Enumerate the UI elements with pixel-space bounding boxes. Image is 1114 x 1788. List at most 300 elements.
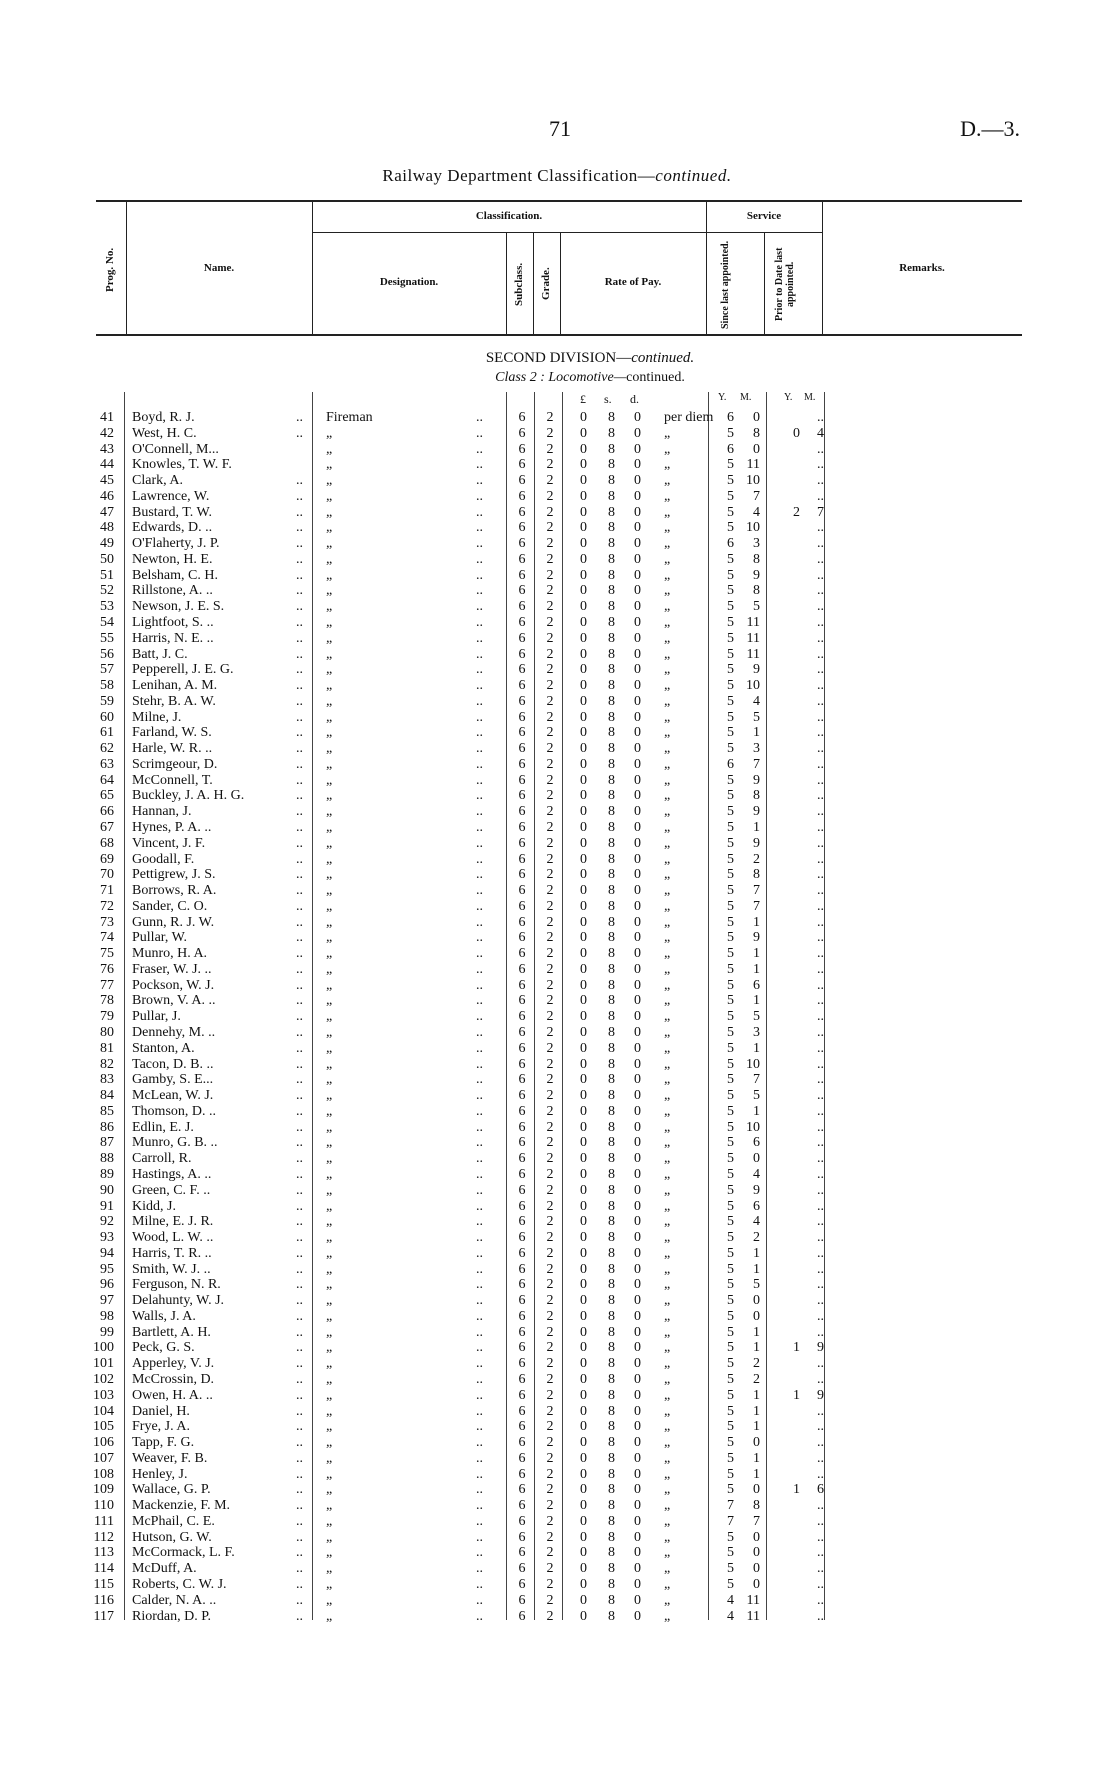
row-pay-shillings: 8 [608,1277,615,1293]
row-designation: „ [326,473,333,489]
row-prior-months: .. [817,993,824,1009]
row-leader-dots: .. [476,1056,483,1072]
row-service-years: 5 [727,993,734,1009]
row-leader-dots: .. [476,1245,483,1261]
row-name: Farland, W. S. [132,725,212,741]
row-pay-pence: 0 [634,946,641,962]
row-pay-shillings: 8 [608,1261,615,1277]
row-designation: „ [326,946,333,962]
row-pay-pounds: 0 [580,1513,587,1529]
row-name: Hannan, J. [132,804,192,820]
row-service-months: 11 [746,646,760,662]
row-designation: „ [326,1482,333,1498]
row-pay-period: „ [664,1103,671,1119]
row-pay-period: „ [664,1498,671,1514]
row-prior-months: .. [817,1166,824,1182]
row-designation: „ [326,1245,333,1261]
row-pay-shillings: 8 [608,1182,615,1198]
table-row [0,773,1114,789]
row-service-years: 5 [727,1166,734,1182]
row-pay-pence: 0 [634,1340,641,1356]
row-service-years: 5 [727,1324,734,1340]
row-prior-months: .. [817,1025,824,1041]
row-grade: 2 [546,1592,554,1608]
row-leader-dots: .. [296,504,303,520]
table-row [0,410,1114,426]
table-row [0,1514,1114,1530]
row-service-months: 1 [753,993,760,1009]
row-subclass: 6 [518,1230,526,1246]
row-pay-pounds: 0 [580,457,587,473]
row-leader-dots: .. [476,1545,483,1561]
row-service-years: 5 [727,977,734,993]
row-service-months: 6 [753,1135,760,1151]
row-pay-pounds: 0 [580,1166,587,1182]
row-designation: Fireman [326,410,373,425]
row-designation: „ [326,1009,333,1025]
row-service-months: 4 [753,693,760,709]
row-service-months: 1 [753,1403,760,1419]
row-prior-months: .. [817,1088,824,1104]
row-pay-pence: 0 [634,1371,641,1387]
row-subclass: 6 [518,1403,526,1419]
row-prog-no: 50 [100,551,114,567]
row-pay-pounds: 0 [580,630,587,646]
row-leader-dots: .. [476,1088,483,1104]
row-name: Mackenzie, F. M. [132,1498,231,1514]
title-italic: continued. [655,166,732,185]
row-pay-pounds: 0 [580,567,587,583]
table-row [0,1498,1114,1514]
row-prior-months: .. [817,1230,824,1246]
row-designation: „ [326,1214,333,1230]
row-prog-no: 90 [100,1182,114,1198]
row-leader-dots: .. [476,961,483,977]
row-leader-dots: .. [296,1088,303,1104]
row-prior-months: .. [817,1561,824,1577]
row-pay-pounds: 0 [580,804,587,820]
row-service-years: 5 [727,1119,734,1135]
row-service-years: 5 [727,1277,734,1293]
row-designation: „ [326,709,333,725]
row-grade: 2 [546,1009,554,1025]
row-leader-dots: .. [476,977,483,993]
row-service-years: 5 [727,946,734,962]
row-prog-no: 68 [100,835,114,851]
row-leader-dots: .. [296,1245,303,1261]
row-subclass: 6 [518,1450,526,1466]
table-row [0,583,1114,599]
row-pay-period: „ [664,1324,671,1340]
row-pay-period: „ [664,1403,671,1419]
row-leader-dots: .. [296,1466,303,1482]
row-prog-no: 111 [94,1513,114,1529]
row-grade: 2 [546,977,554,993]
row-pay-pounds: 0 [580,1371,587,1387]
row-pay-pounds: 0 [580,662,587,678]
table-row [0,678,1114,694]
row-pay-pence: 0 [634,1040,641,1056]
row-prior-months: .. [817,930,824,946]
row-leader-dots: .. [476,1356,483,1372]
row-pay-pounds: 0 [580,1245,587,1261]
row-pay-pence: 0 [634,520,641,536]
row-prog-no: 47 [100,504,114,520]
row-leader-dots: .. [296,835,303,851]
row-pay-shillings: 8 [608,1230,615,1246]
row-pay-period: „ [664,583,671,599]
row-pay-pence: 0 [634,1025,641,1041]
row-pay-period: „ [664,567,671,583]
row-prog-no: 116 [93,1592,114,1608]
table-row [0,520,1114,536]
row-name: Scrimgeour, D. [132,756,218,772]
unit-shillings: s. [604,392,612,406]
row-leader-dots: .. [476,1230,483,1246]
row-leader-dots: .. [476,615,483,630]
row-prog-no: 64 [100,772,114,788]
row-name: McCrossin, D. [132,1371,215,1387]
row-pay-pounds: 0 [580,1324,587,1340]
row-leader-dots: .. [296,1576,303,1592]
row-prog-no: 95 [100,1261,114,1277]
header-rate-of-pay: Rate of Pay. [604,276,662,288]
row-designation: „ [326,1151,333,1167]
row-service-years: 5 [727,567,734,583]
row-grade: 2 [546,772,554,788]
row-name: Pullar, W. [132,930,188,946]
row-name: Hastings, A. .. [132,1166,212,1182]
row-pay-pence: 0 [634,993,641,1009]
row-subclass: 6 [518,930,526,946]
header-since-last-appointed: Since last appointed. [720,240,731,330]
row-service-months: 9 [753,567,760,583]
division-heading [380,350,800,367]
row-pay-period: „ [664,504,671,520]
row-service-months: 11 [746,1592,760,1608]
row-leader-dots: .. [476,1135,483,1151]
row-grade: 2 [546,1482,554,1498]
row-service-years: 5 [727,1403,734,1419]
row-pay-shillings: 8 [608,1040,615,1056]
row-service-months: 3 [753,1025,760,1041]
table-row [0,1356,1114,1372]
row-service-years: 5 [727,662,734,678]
row-service-months: 6 [753,1198,760,1214]
row-designation: „ [326,1592,333,1608]
row-pay-pence: 0 [634,536,641,552]
row-pay-period: „ [664,1151,671,1167]
table-row [0,1041,1114,1057]
row-leader-dots: .. [296,1025,303,1041]
row-designation: „ [326,883,333,899]
row-leader-dots: .. [296,1340,303,1356]
row-pay-pounds: 0 [580,930,587,946]
row-pay-pence: 0 [634,1245,641,1261]
row-pay-pence: 0 [634,804,641,820]
row-pay-shillings: 8 [608,851,615,867]
row-pay-pounds: 0 [580,1545,587,1561]
row-pay-pounds: 0 [580,1119,587,1135]
row-leader-dots: .. [296,583,303,599]
row-prior-years: 2 [793,504,800,520]
row-pay-pounds: 0 [580,1088,587,1104]
row-leader-dots: .. [296,536,303,552]
row-subclass: 6 [518,914,526,930]
row-prior-months: .. [817,1040,824,1056]
page-number: 71 [549,116,571,141]
row-pay-pounds: 0 [580,1025,587,1041]
row-pay-pence: 0 [634,835,641,851]
row-prior-months: .. [817,1371,824,1387]
row-pay-period: „ [664,1056,671,1072]
row-grade: 2 [546,1198,554,1214]
table-row [0,1609,1114,1625]
row-leader-dots: .. [476,583,483,599]
row-pay-period: „ [664,520,671,536]
row-service-years: 5 [727,1293,734,1309]
row-pay-pounds: 0 [580,851,587,867]
row-subclass: 6 [518,520,526,536]
row-service-months: 1 [753,914,760,930]
row-grade: 2 [546,1529,554,1545]
table-row [0,1009,1114,1025]
row-service-years: 5 [727,1182,734,1198]
row-name: Edlin, E. J. [132,1119,194,1135]
row-prior-months: .. [817,1198,824,1214]
row-name: Walls, J. A. [132,1308,196,1324]
row-prior-months: .. [817,583,824,599]
row-pay-pence: 0 [634,599,641,615]
row-leader-dots: .. [476,1308,483,1324]
row-pay-pounds: 0 [580,898,587,914]
table-row [0,1372,1114,1388]
row-name: Tapp, F. G. [132,1435,195,1451]
row-name: Pullar, J. [132,1009,181,1025]
row-designation: „ [326,898,333,914]
row-leader-dots: .. [476,1450,483,1466]
row-grade: 2 [546,993,554,1009]
row-prog-no: 106 [93,1435,114,1451]
row-prog-no: 67 [100,820,114,836]
row-prog-no: 82 [100,1056,114,1072]
row-pay-period: „ [664,551,671,567]
row-subclass: 6 [518,536,526,552]
row-service-months: 4 [753,504,760,520]
row-subclass: 6 [518,551,526,567]
row-prior-years: 1 [793,1387,800,1403]
row-leader-dots: .. [476,1103,483,1119]
row-subclass: 6 [518,1009,526,1025]
row-pay-pounds: 0 [580,583,587,599]
row-prog-no: 88 [100,1151,114,1167]
row-subclass: 6 [518,1088,526,1104]
row-designation: „ [326,835,333,851]
row-prog-no: 102 [93,1371,114,1387]
row-service-years: 5 [727,772,734,788]
table-header [96,200,1022,336]
table-row [0,1530,1114,1546]
row-designation: „ [326,1025,333,1041]
row-prior-months: 7 [817,504,824,520]
header-name: Name. [203,262,235,274]
row-name: Pockson, W. J. [132,977,215,993]
row-prog-no: 76 [100,961,114,977]
row-name: Pettigrew, J. S. [132,867,216,883]
row-grade: 2 [546,1261,554,1277]
row-pay-pounds: 0 [580,1261,587,1277]
row-leader-dots: .. [476,1498,483,1514]
row-subclass: 6 [518,599,526,615]
row-grade: 2 [546,536,554,552]
table-row [0,1325,1114,1341]
row-service-months: 0 [753,1529,760,1545]
row-pay-pence: 0 [634,1230,641,1246]
row-subclass: 6 [518,1545,526,1561]
row-subclass: 6 [518,1340,526,1356]
row-name: Harris, T. R. .. [132,1245,212,1261]
row-pay-shillings: 8 [608,1056,615,1072]
row-leader-dots: .. [476,425,483,441]
row-designation: „ [326,630,333,646]
row-pay-pounds: 0 [580,1529,587,1545]
row-prior-months: .. [817,725,824,741]
row-prog-no: 91 [100,1198,114,1214]
title-main: Railway Department Classification— [382,166,656,185]
row-pay-pence: 0 [634,1324,641,1340]
row-leader-dots: .. [476,930,483,946]
row-service-months: 5 [753,1088,760,1104]
table-row [0,647,1114,663]
row-designation: „ [326,1198,333,1214]
header-remarks: Remarks. [899,262,945,274]
row-prior-months: .. [817,488,824,504]
row-prog-no: 75 [100,946,114,962]
row-subclass: 6 [518,1214,526,1230]
row-prog-no: 93 [100,1230,114,1246]
row-pay-shillings: 8 [608,741,615,757]
row-pay-pence: 0 [634,883,641,899]
row-prog-no: 100 [93,1340,114,1356]
row-leader-dots: .. [296,1261,303,1277]
row-pay-pounds: 0 [580,1576,587,1592]
row-subclass: 6 [518,488,526,504]
row-prior-months: .. [817,1245,824,1261]
row-pay-shillings: 8 [608,410,615,425]
row-prior-months: 9 [817,1387,824,1403]
row-leader-dots: .. [476,1166,483,1182]
row-service-months: 8 [753,583,760,599]
row-leader-dots: .. [476,835,483,851]
row-prog-no: 54 [100,615,114,630]
row-prior-months: .. [817,693,824,709]
row-pay-period: „ [664,1261,671,1277]
row-designation: „ [326,1103,333,1119]
row-service-months: 7 [753,898,760,914]
row-prior-years: 0 [793,425,800,441]
row-pay-period: „ [664,488,671,504]
row-prog-no: 56 [100,646,114,662]
row-leader-dots: .. [476,1608,483,1624]
row-service-months: 2 [753,1371,760,1387]
row-prog-no: 94 [100,1245,114,1261]
row-prog-no: 71 [100,883,114,899]
row-grade: 2 [546,520,554,536]
table-row [0,883,1114,899]
row-prog-no: 87 [100,1135,114,1151]
row-subclass: 6 [518,441,526,457]
row-name: Gunn, R. J. W. [132,914,215,930]
table-row [0,1545,1114,1561]
row-subclass: 6 [518,1245,526,1261]
row-leader-dots: .. [476,1293,483,1309]
row-leader-dots: .. [296,425,303,441]
row-grade: 2 [546,504,554,520]
row-designation: „ [326,977,333,993]
row-leader-dots: .. [296,1103,303,1119]
row-designation: „ [326,1513,333,1529]
row-prior-months: .. [817,820,824,836]
row-leader-dots: .. [296,946,303,962]
row-leader-dots: .. [296,1230,303,1246]
row-service-months: 5 [753,599,760,615]
row-prior-months: .. [817,536,824,552]
row-leader-dots: .. [476,1371,483,1387]
row-prog-no: 65 [100,788,114,804]
row-pay-shillings: 8 [608,1592,615,1608]
row-pay-pounds: 0 [580,646,587,662]
table-row [0,899,1114,915]
row-pay-period: „ [664,1435,671,1451]
row-service-months: 9 [753,804,760,820]
row-name: Buckley, J. A. H. G. [132,788,245,804]
row-grade: 2 [546,1182,554,1198]
table-row [0,1151,1114,1167]
table-row [0,536,1114,552]
row-pay-shillings: 8 [608,457,615,473]
row-name: Frye, J. A. [132,1419,190,1435]
row-grade: 2 [546,615,554,630]
row-prog-no: 58 [100,678,114,694]
row-pay-shillings: 8 [608,599,615,615]
row-leader-dots: .. [296,1072,303,1088]
row-pay-shillings: 8 [608,709,615,725]
row-prior-months: .. [817,1119,824,1135]
row-grade: 2 [546,693,554,709]
row-pay-shillings: 8 [608,1293,615,1309]
row-designation: „ [326,1608,333,1624]
row-service-months: 0 [753,1482,760,1498]
row-pay-pence: 0 [634,1356,641,1372]
row-subclass: 6 [518,1466,526,1482]
row-pay-shillings: 8 [608,772,615,788]
table-row [0,710,1114,726]
row-subclass: 6 [518,457,526,473]
row-pay-pounds: 0 [580,473,587,489]
row-service-months: 1 [753,725,760,741]
row-pay-pence: 0 [634,977,641,993]
row-prog-no: 73 [100,914,114,930]
row-designation: „ [326,1435,333,1451]
row-prog-no: 51 [100,567,114,583]
table-row [0,1561,1114,1577]
row-prog-no: 53 [100,599,114,615]
row-leader-dots: .. [296,883,303,899]
row-service-months: 4 [753,1214,760,1230]
row-pay-pounds: 0 [580,741,587,757]
row-grade: 2 [546,1056,554,1072]
row-pay-pence: 0 [634,410,641,425]
